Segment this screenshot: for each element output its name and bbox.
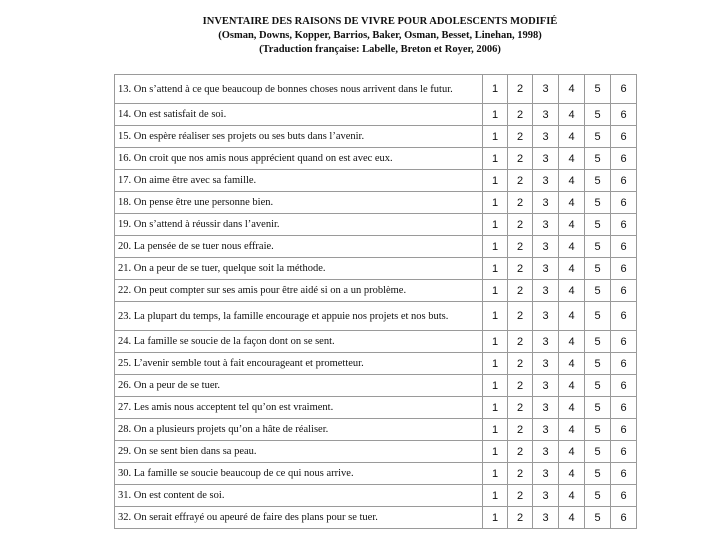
- rating-option-6[interactable]: 6: [611, 507, 637, 529]
- rating-option-1[interactable]: 1: [483, 258, 508, 280]
- rating-option-1[interactable]: 1: [483, 104, 508, 126]
- rating-option-6[interactable]: 6: [611, 170, 637, 192]
- authors-citation: (Osman, Downs, Kopper, Barrios, Baker, Osman, Besset, Linehan, 1998): [218, 30, 542, 41]
- rating-option-2[interactable]: 2: [508, 485, 533, 507]
- rating-option-5[interactable]: 5: [585, 397, 611, 419]
- rating-option-3[interactable]: 3: [533, 397, 559, 419]
- table-row: [115, 419, 637, 441]
- table-row: [115, 75, 637, 104]
- rating-option-4[interactable]: 4: [559, 331, 585, 353]
- rating-option-6[interactable]: 6: [611, 463, 637, 485]
- rating-option-3[interactable]: 3: [533, 170, 559, 192]
- rating-option-5[interactable]: 5: [585, 331, 611, 353]
- rating-option-6[interactable]: 6: [611, 441, 637, 463]
- rating-option-1[interactable]: 1: [483, 507, 508, 529]
- item-statement: 15. On espère réaliser ses projets ou ses buts dans l’avenir.: [115, 126, 483, 148]
- rating-option-1[interactable]: 1: [483, 126, 508, 148]
- rating-option-6[interactable]: 6: [611, 353, 637, 375]
- table-row: [115, 353, 637, 375]
- rating-option-6[interactable]: 6: [611, 258, 637, 280]
- rating-option-2[interactable]: 2: [508, 375, 533, 397]
- table-row: [115, 375, 637, 397]
- rating-option-6[interactable]: 6: [611, 214, 637, 236]
- rating-option-4[interactable]: 4: [559, 302, 585, 331]
- table-row: [115, 507, 637, 529]
- rating-option-1[interactable]: 1: [483, 214, 508, 236]
- rating-option-1[interactable]: 1: [483, 397, 508, 419]
- rating-option-3[interactable]: 3: [533, 485, 559, 507]
- rating-option-6[interactable]: 6: [611, 485, 637, 507]
- item-statement: 16. On croit que nos amis nous apprécient quand on est avec eux.: [115, 148, 483, 170]
- table-row: [115, 485, 637, 507]
- table-row: [115, 397, 637, 419]
- item-statement: 27. Les amis nous acceptent tel qu’on est vraiment.: [115, 397, 483, 419]
- item-statement: 24. La famille se soucie de la façon dont on se sent.: [115, 331, 483, 353]
- rating-option-2[interactable]: 2: [508, 507, 533, 529]
- rating-option-1[interactable]: 1: [483, 236, 508, 258]
- document-header: [0, 15, 720, 57]
- rating-option-5[interactable]: 5: [585, 75, 611, 104]
- rating-option-3[interactable]: 3: [533, 463, 559, 485]
- rating-option-4[interactable]: 4: [559, 192, 585, 214]
- item-statement: 29. On se sent bien dans sa peau.: [115, 441, 483, 463]
- table-row: [115, 463, 637, 485]
- rating-option-4[interactable]: 4: [559, 463, 585, 485]
- rating-option-5[interactable]: 5: [585, 170, 611, 192]
- rating-option-3[interactable]: 3: [533, 236, 559, 258]
- rating-option-4[interactable]: 4: [559, 170, 585, 192]
- table-row: [115, 302, 637, 331]
- rating-option-5[interactable]: 5: [585, 375, 611, 397]
- rating-option-2[interactable]: 2: [508, 126, 533, 148]
- table-row: [115, 280, 637, 302]
- rating-option-1[interactable]: 1: [483, 353, 508, 375]
- table-row: [115, 236, 637, 258]
- table-row: [115, 148, 637, 170]
- rating-option-4[interactable]: 4: [559, 353, 585, 375]
- rating-option-4[interactable]: 4: [559, 441, 585, 463]
- rating-option-3[interactable]: 3: [533, 258, 559, 280]
- rating-option-1[interactable]: 1: [483, 419, 508, 441]
- rating-option-4[interactable]: 4: [559, 397, 585, 419]
- rating-option-4[interactable]: 4: [559, 75, 585, 104]
- item-statement: 19. On s’attend à réussir dans l’avenir.: [115, 214, 483, 236]
- item-statement: 14. On est satisfait de soi.: [115, 104, 483, 126]
- item-statement: 20. La pensée de se tuer nous effraie.: [115, 236, 483, 258]
- rating-option-2[interactable]: 2: [508, 302, 533, 331]
- rating-option-6[interactable]: 6: [611, 148, 637, 170]
- table-row: [115, 170, 637, 192]
- item-statement: 30. La famille se soucie beaucoup de ce qui nous arrive.: [115, 463, 483, 485]
- rating-option-2[interactable]: 2: [508, 170, 533, 192]
- rating-option-2[interactable]: 2: [508, 419, 533, 441]
- rating-option-6[interactable]: 6: [611, 375, 637, 397]
- rating-option-1[interactable]: 1: [483, 75, 508, 104]
- rating-option-6[interactable]: 6: [611, 397, 637, 419]
- translation-citation: (Traduction française: Labelle, Breton et Royer, 2006): [259, 44, 501, 55]
- rating-option-5[interactable]: 5: [585, 507, 611, 529]
- rating-option-3[interactable]: 3: [533, 331, 559, 353]
- rating-option-1[interactable]: 1: [483, 375, 508, 397]
- rating-option-5[interactable]: 5: [585, 280, 611, 302]
- item-statement: 21. On a peur de se tuer, quelque soit la méthode.: [115, 258, 483, 280]
- rating-option-4[interactable]: 4: [559, 148, 585, 170]
- rating-option-3[interactable]: 3: [533, 441, 559, 463]
- rating-option-3[interactable]: 3: [533, 104, 559, 126]
- table-row: [115, 192, 637, 214]
- item-statement: 32. On serait effrayé ou apeuré de faire des plans pour se tuer.: [115, 507, 483, 529]
- rating-option-2[interactable]: 2: [508, 463, 533, 485]
- rating-option-6[interactable]: 6: [611, 302, 637, 331]
- table-row: [115, 104, 637, 126]
- rating-option-2[interactable]: 2: [508, 397, 533, 419]
- rating-option-5[interactable]: 5: [585, 236, 611, 258]
- rating-option-6[interactable]: 6: [611, 419, 637, 441]
- rating-option-1[interactable]: 1: [483, 485, 508, 507]
- table-row: [115, 126, 637, 148]
- rating-option-3[interactable]: 3: [533, 75, 559, 104]
- rating-option-1[interactable]: 1: [483, 148, 508, 170]
- table-row: [115, 331, 637, 353]
- rating-option-1[interactable]: 1: [483, 463, 508, 485]
- item-statement: 28. On a plusieurs projets qu’on a hâte de réaliser.: [115, 419, 483, 441]
- rating-option-4[interactable]: 4: [559, 419, 585, 441]
- rating-option-5[interactable]: 5: [585, 463, 611, 485]
- rating-option-6[interactable]: 6: [611, 75, 637, 104]
- rating-option-1[interactable]: 1: [483, 302, 508, 331]
- rating-option-3[interactable]: 3: [533, 214, 559, 236]
- rating-option-2[interactable]: 2: [508, 192, 533, 214]
- item-statement: 13. On s’attend à ce que beaucoup de bonnes choses nous arrivent dans le futur.: [115, 75, 483, 104]
- table-row: [115, 258, 637, 280]
- item-statement: 18. On pense être une personne bien.: [115, 192, 483, 214]
- rating-option-5[interactable]: 5: [585, 258, 611, 280]
- rating-option-1[interactable]: 1: [483, 192, 508, 214]
- item-statement: 26. On a peur de se tuer.: [115, 375, 483, 397]
- rating-option-6[interactable]: 6: [611, 331, 637, 353]
- rating-option-2[interactable]: 2: [508, 214, 533, 236]
- rating-option-4[interactable]: 4: [559, 126, 585, 148]
- rating-option-1[interactable]: 1: [483, 331, 508, 353]
- rating-option-3[interactable]: 3: [533, 419, 559, 441]
- rating-option-6[interactable]: 6: [611, 280, 637, 302]
- rating-option-3[interactable]: 3: [533, 375, 559, 397]
- rating-option-3[interactable]: 3: [533, 126, 559, 148]
- rating-option-4[interactable]: 4: [559, 375, 585, 397]
- rating-option-2[interactable]: 2: [508, 280, 533, 302]
- rating-option-6[interactable]: 6: [611, 126, 637, 148]
- rating-option-6[interactable]: 6: [611, 104, 637, 126]
- rating-option-5[interactable]: 5: [585, 214, 611, 236]
- rating-option-2[interactable]: 2: [508, 236, 533, 258]
- table-row: [115, 214, 637, 236]
- rating-option-6[interactable]: 6: [611, 236, 637, 258]
- rating-option-5[interactable]: 5: [585, 441, 611, 463]
- rating-option-5[interactable]: 5: [585, 126, 611, 148]
- item-statement: 17. On aime être avec sa famille.: [115, 170, 483, 192]
- questionnaire-table: [114, 74, 637, 529]
- rating-option-5[interactable]: 5: [585, 353, 611, 375]
- item-statement: 23. La plupart du temps, la famille encourage et appuie nos projets et nos buts.: [115, 302, 483, 331]
- rating-option-3[interactable]: 3: [533, 507, 559, 529]
- rating-option-1[interactable]: 1: [483, 280, 508, 302]
- rating-option-3[interactable]: 3: [533, 192, 559, 214]
- item-statement: 25. L’avenir semble tout à fait encourageant et prometteur.: [115, 353, 483, 375]
- rating-option-2[interactable]: 2: [508, 353, 533, 375]
- rating-option-5[interactable]: 5: [585, 302, 611, 331]
- inventory-title: INVENTAIRE DES RAISONS DE VIVRE POUR ADOLESCENTS MODIFIÉ: [202, 16, 558, 27]
- rating-option-5[interactable]: 5: [585, 485, 611, 507]
- rating-option-4[interactable]: 4: [559, 258, 585, 280]
- rating-option-4[interactable]: 4: [559, 214, 585, 236]
- rating-option-4[interactable]: 4: [559, 236, 585, 258]
- rating-option-6[interactable]: 6: [611, 192, 637, 214]
- rating-option-3[interactable]: 3: [533, 353, 559, 375]
- rating-option-4[interactable]: 4: [559, 485, 585, 507]
- rating-option-5[interactable]: 5: [585, 419, 611, 441]
- rating-option-3[interactable]: 3: [533, 148, 559, 170]
- item-statement: 22. On peut compter sur ses amis pour être aidé si on a un problème.: [115, 280, 483, 302]
- table-row: [115, 441, 637, 463]
- rating-option-2[interactable]: 2: [508, 148, 533, 170]
- rating-option-2[interactable]: 2: [508, 258, 533, 280]
- rating-option-2[interactable]: 2: [508, 104, 533, 126]
- rating-option-5[interactable]: 5: [585, 104, 611, 126]
- rating-option-4[interactable]: 4: [559, 104, 585, 126]
- rating-option-2[interactable]: 2: [508, 331, 533, 353]
- rating-option-2[interactable]: 2: [508, 441, 533, 463]
- rating-option-5[interactable]: 5: [585, 192, 611, 214]
- rating-option-3[interactable]: 3: [533, 280, 559, 302]
- rating-option-4[interactable]: 4: [559, 507, 585, 529]
- rating-option-2[interactable]: 2: [508, 75, 533, 104]
- rating-option-1[interactable]: 1: [483, 170, 508, 192]
- rating-option-3[interactable]: 3: [533, 302, 559, 331]
- rating-option-1[interactable]: 1: [483, 441, 508, 463]
- rating-option-4[interactable]: 4: [559, 280, 585, 302]
- rating-option-5[interactable]: 5: [585, 148, 611, 170]
- item-statement: 31. On est content de soi.: [115, 485, 483, 507]
